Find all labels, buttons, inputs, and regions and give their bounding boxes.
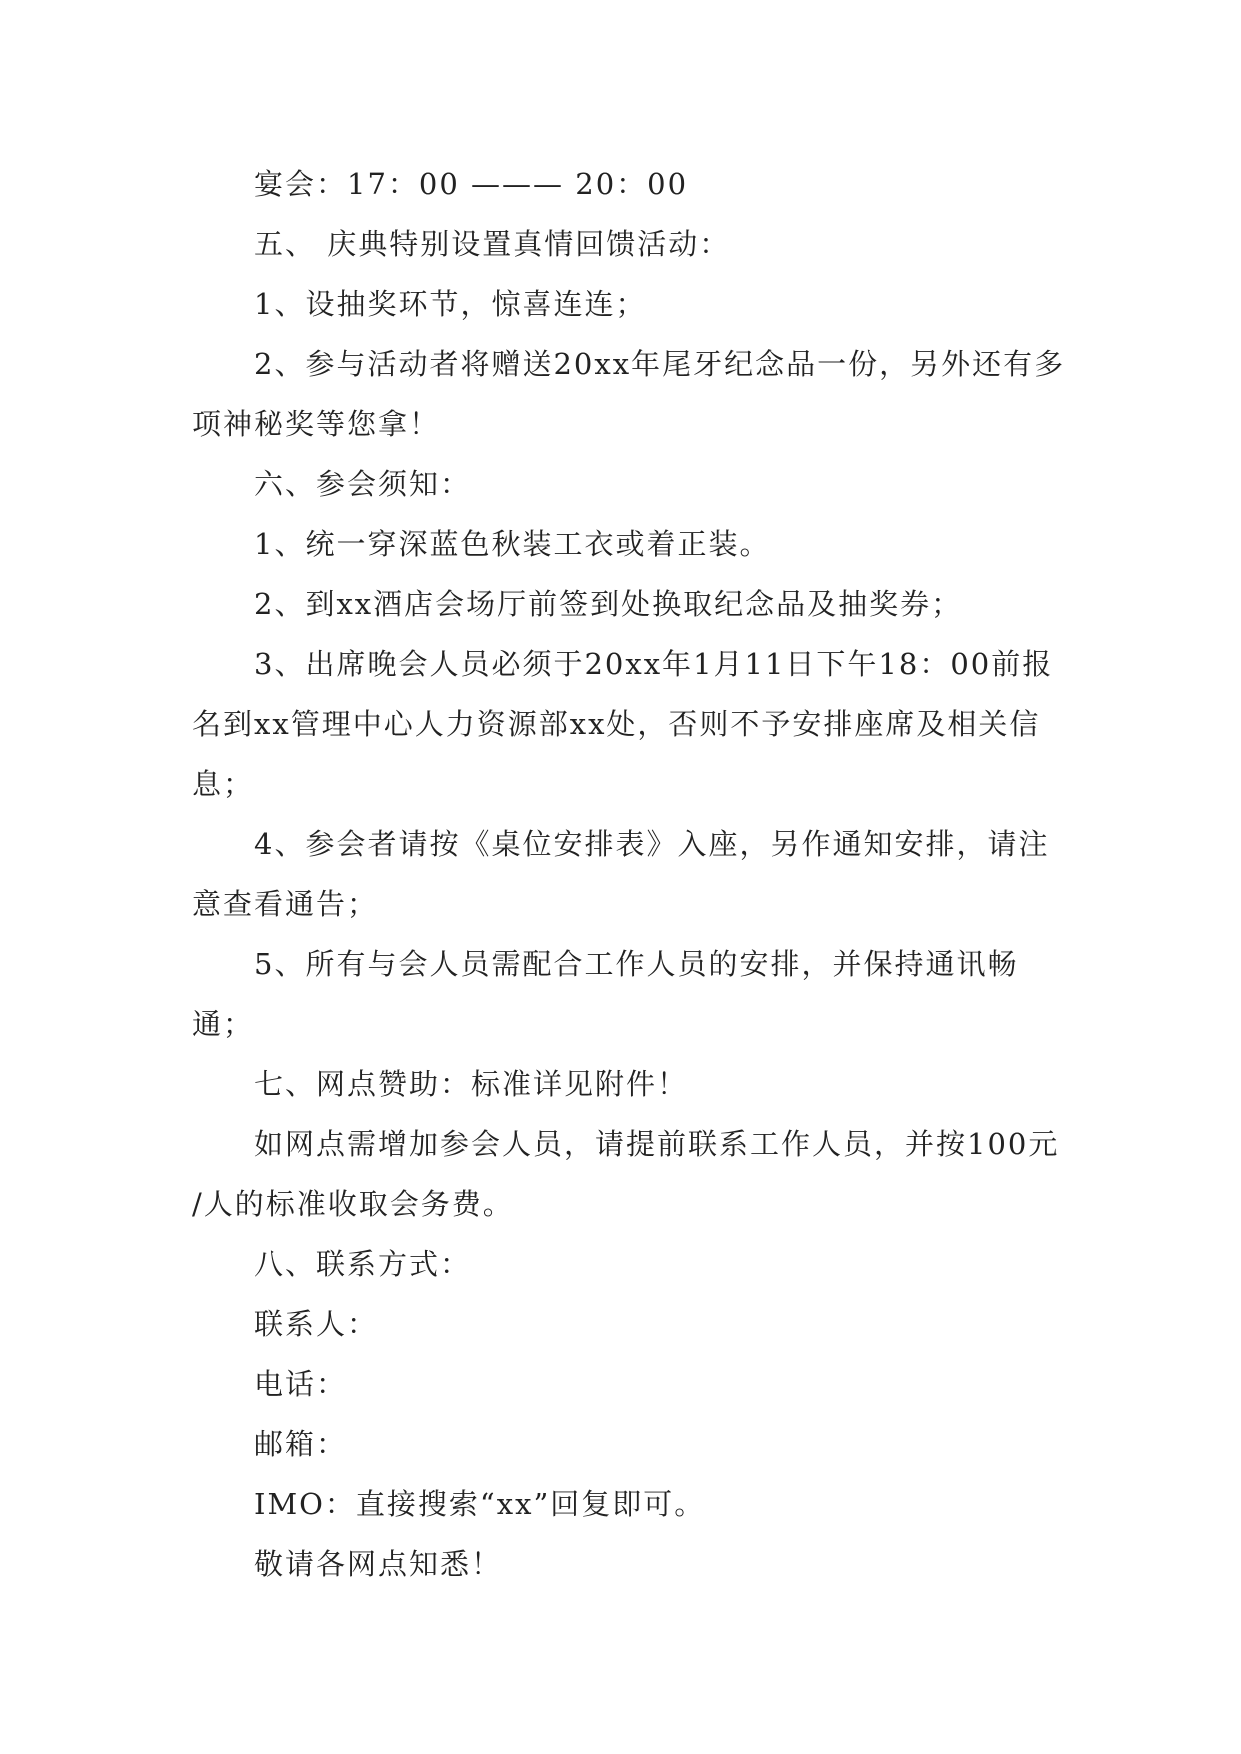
contact-person-label: 联系人： [254,1307,379,1341]
section-five-item-1: 1、设抽奖环节，惊喜连连； [254,287,647,321]
section-seven-heading: 七、网点赞助：标准详见附件！ [254,1067,689,1101]
section-six-item-4: 4、参会者请按《桌位安排表》入座，另作通知安排，请注意查看通告； [192,827,1050,921]
imo-line: IMO：直接搜索“xx”回复即可。 [254,1487,706,1521]
section-eight-heading: 八、联系方式： [254,1247,472,1281]
section-five-heading: 五、 庆典特别设置真情回馈活动： [254,227,731,261]
document-body [192,154,1072,1594]
closing-line: 敬请各网点知悉！ [254,1547,503,1581]
section-seven-note: 如网点需增加参会人员，请提前联系工作人员，并按100元 /人的标准收取会务费。 [192,1127,1060,1221]
section-five-item-2: 2、参与活动者将赠送20xx年尾牙纪念品一份，另外还有多项神秘奖等您拿！ [192,347,1066,441]
email-label: 邮箱： [254,1427,348,1461]
section-six-item-5: 5、所有与会人员需配合工作人员的安排，并保持通讯畅通； [192,947,1019,1041]
section-six-item-2: 2、到xx酒店会场厅前签到处换取纪念品及抽奖券； [254,587,963,621]
phone-label: 电话： [254,1367,348,1401]
banquet-time-line: 宴会：17：00 ——— 20：00 [254,167,689,201]
section-six-item-1: 1、统一穿深蓝色秋装工衣或着正装。 [254,527,771,561]
section-six-item-3: 3、出席晚会人员必须于20xx年1月11日下午18：00前报名到xx管理中心人力资源部xx处，否则不予安排座席及相关信息； [192,647,1054,801]
section-six-heading: 六、参会须知： [254,467,472,501]
